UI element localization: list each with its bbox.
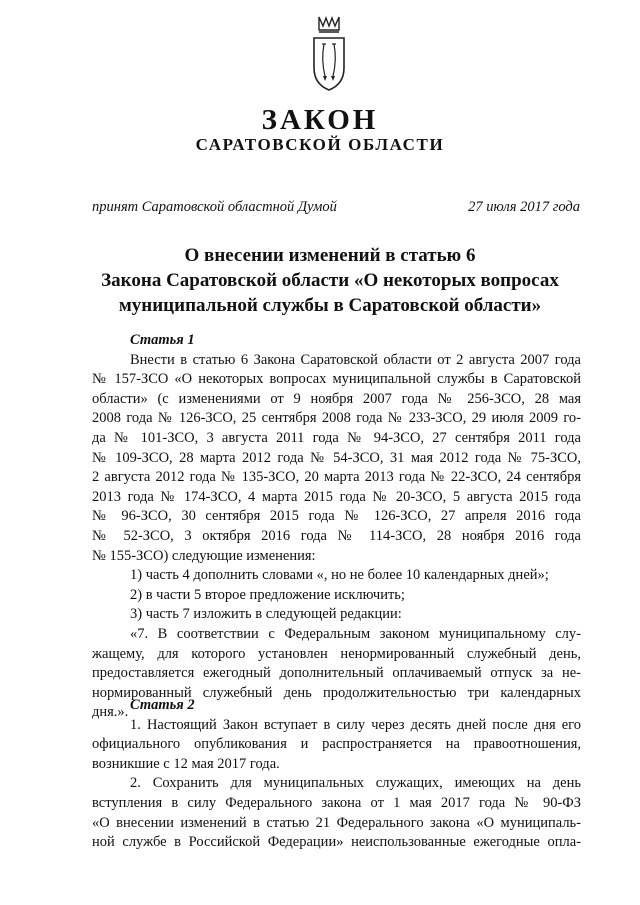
text-line: № 52-ЗСО, 3 октября 2016 года № 114-ЗСО, 28 ноября 2016 года <box>92 527 581 544</box>
article-2 <box>92 696 581 853</box>
text-line: предоставляется ежегодный дополнительный оплачиваемый отпуск за не- <box>92 665 581 682</box>
region-name: САРАТОВСКОЙ ОБЛАСТИ <box>195 135 445 154</box>
text-line: нормированный служебный день продолжительностью три календарных <box>92 684 581 701</box>
article-2-title: Статья 2 <box>130 697 195 713</box>
text-line: № 157-ЗСО «О некоторых вопросах муниципальной службы в Саратовской <box>92 371 581 388</box>
text-line: дня.». <box>92 704 129 721</box>
article-1 <box>92 331 581 723</box>
heading-line: О внесении изменений в статью 6 <box>184 245 476 266</box>
text-line: 2008 года № 126-ЗСО, 25 сентября 2008 года № 233-ЗСО, 29 июля 2009 го- <box>92 410 581 427</box>
text-line: 1. Настоящий Закон вступает в силу через десять дней после дня его <box>130 716 581 733</box>
text-line: № 96-ЗСО, 30 сентября 2015 года № 126-ЗСО, 27 апреля 2016 года <box>92 508 581 525</box>
document-heading <box>60 243 600 318</box>
article-1-title: Статья 1 <box>130 332 195 348</box>
text-line: 2 августа 2012 года № 135-ЗСО, 20 марта 2013 года № 22-ЗСО, 24 сентября <box>92 469 581 486</box>
adopted-by: принят Саратовской областной Думой <box>92 199 337 215</box>
list-item: 1) часть 4 дополнить словами «, но не более 10 календарных дней»; <box>130 567 549 584</box>
text-line: № 155-ЗСО) следующие изменения: <box>92 547 316 564</box>
text-line: официального опубликования и распространяется на правоотношения, <box>92 736 581 753</box>
coat-of-arms-emblem-icon <box>306 14 352 94</box>
text-line: возникшие с 12 мая 2017 года. <box>92 755 280 772</box>
list-item: 3) часть 7 изложить в следующей редакции: <box>130 606 402 623</box>
text-line: жащему, для которого установлен ненормированный служебный день, <box>92 645 581 662</box>
text-line: да № 101-ЗСО, 3 августа 2011 года № 94-ЗСО, 27 сентября 2011 года <box>92 429 581 446</box>
text-line: «О внесении изменений в статью 21 Федерального закона «О муниципаль- <box>92 814 581 831</box>
heading-line: муниципальной службы в Саратовской области» <box>118 295 542 316</box>
list-item: 2) в части 5 второе предложение исключить; <box>130 586 405 603</box>
adoption-date: 27 июля 2017 года <box>468 199 580 215</box>
heading-line: Закона Саратовской области «О некоторых вопросах <box>101 270 559 291</box>
text-line: № 109-ЗСО, 28 марта 2012 года № 54-ЗСО, 31 мая 2012 года № 75-ЗСО, <box>92 449 581 466</box>
text-line: ной службе в Российской Федерации» неиспользованные ежегодные опла- <box>92 834 581 851</box>
text-line: «7. В соответствии с Федеральным законом муниципальному слу- <box>130 625 581 642</box>
text-line: 2013 года № 174-ЗСО, 4 марта 2015 года № 20-ЗСО, 5 августа 2015 года <box>92 488 581 505</box>
text-line: Внести в статью 6 Закона Саратовской области от 2 августа 2007 года <box>130 351 581 368</box>
text-line: 2. Сохранить для муниципальных служащих, имеющих на день <box>130 775 581 792</box>
text-line: вступления в силу Федерального закона от 1 мая 2017 года № 90-ФЗ <box>92 794 581 811</box>
text-line: области» (с изменениями от 9 ноября 2007 года № 256-ЗСО, 28 мая <box>92 390 581 407</box>
law-title: ЗАКОН <box>261 104 379 136</box>
adoption-line <box>92 199 580 216</box>
